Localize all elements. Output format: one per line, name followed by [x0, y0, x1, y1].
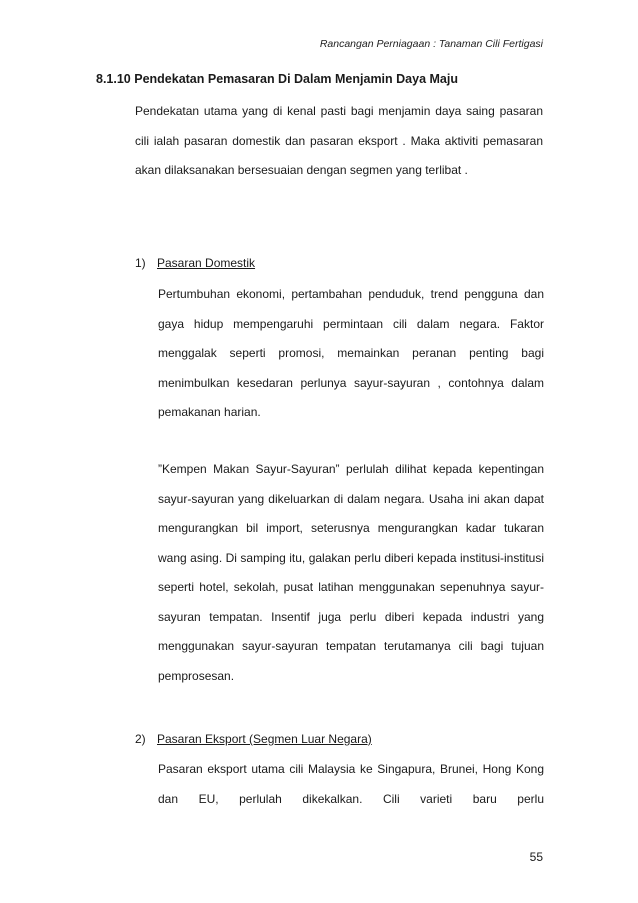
item-heading-pasaran-eksport: [135, 732, 372, 746]
section-title: 8.1.10 Pendekatan Pemasaran Di Dalam Menjamin Daya Maju: [96, 72, 458, 86]
item-title: Pasaran Eksport (Segmen Luar Negara): [157, 732, 372, 746]
intro-paragraph: Pendekatan utama yang di kenal pasti bagi menjamin daya saing pasaran cili ialah pasaran domestik dan pasaran eksport . Maka aktiviti pemasaran akan dilaksanakan bersesuaian dengan segmen yang terlibat .: [135, 104, 543, 177]
domestik-paragraph-2: ”Kempen Makan Sayur-Sayuran” perlulah dilihat kepada kepentingan sayur-sayuran yang dikeluarkan di dalam negara. Usaha ini akan dapat mengurangkan bil import, seterusnya mengurangkan kadar tukaran wang asing. Di samping itu, galakan perlu diberi kepada institusi-institusi seperti hotel, sekolah, pusat latihan menggunakan sepenuhnya sayur-sayuran tempatan. Insentif juga perlu diberi kepada industri yang menggunakan sayur-sayuran tempatan terutamanya cili bagi tujuan pemprosesan.: [158, 462, 544, 683]
item-number: 2): [135, 732, 146, 746]
item-number: 1): [135, 256, 146, 270]
eksport-paragraph-1: Pasaran eksport utama cili Malaysia ke Singapura, Brunei, Hong Kong dan EU, perlulah dikekalkan. Cili varieti baru perlu: [158, 762, 544, 806]
item-title: Pasaran Domestik: [157, 256, 256, 270]
domestik-paragraph-1: Pertumbuhan ekonomi, pertambahan penduduk, trend pengguna dan gaya hidup mempengaruhi permintaan cili dalam negara. Faktor menggalak seperti promosi, memainkan peranan penting bagi menimbulkan kesedaran perlunya sayur-sayuran , contohnya dalam pemakanan harian.: [158, 287, 544, 419]
page-number: 55: [529, 850, 543, 864]
running-header: Rancangan Perniagaan : Tanaman Cili Fertigasi: [319, 38, 543, 50]
item-heading-pasaran-domestik: [135, 256, 255, 270]
